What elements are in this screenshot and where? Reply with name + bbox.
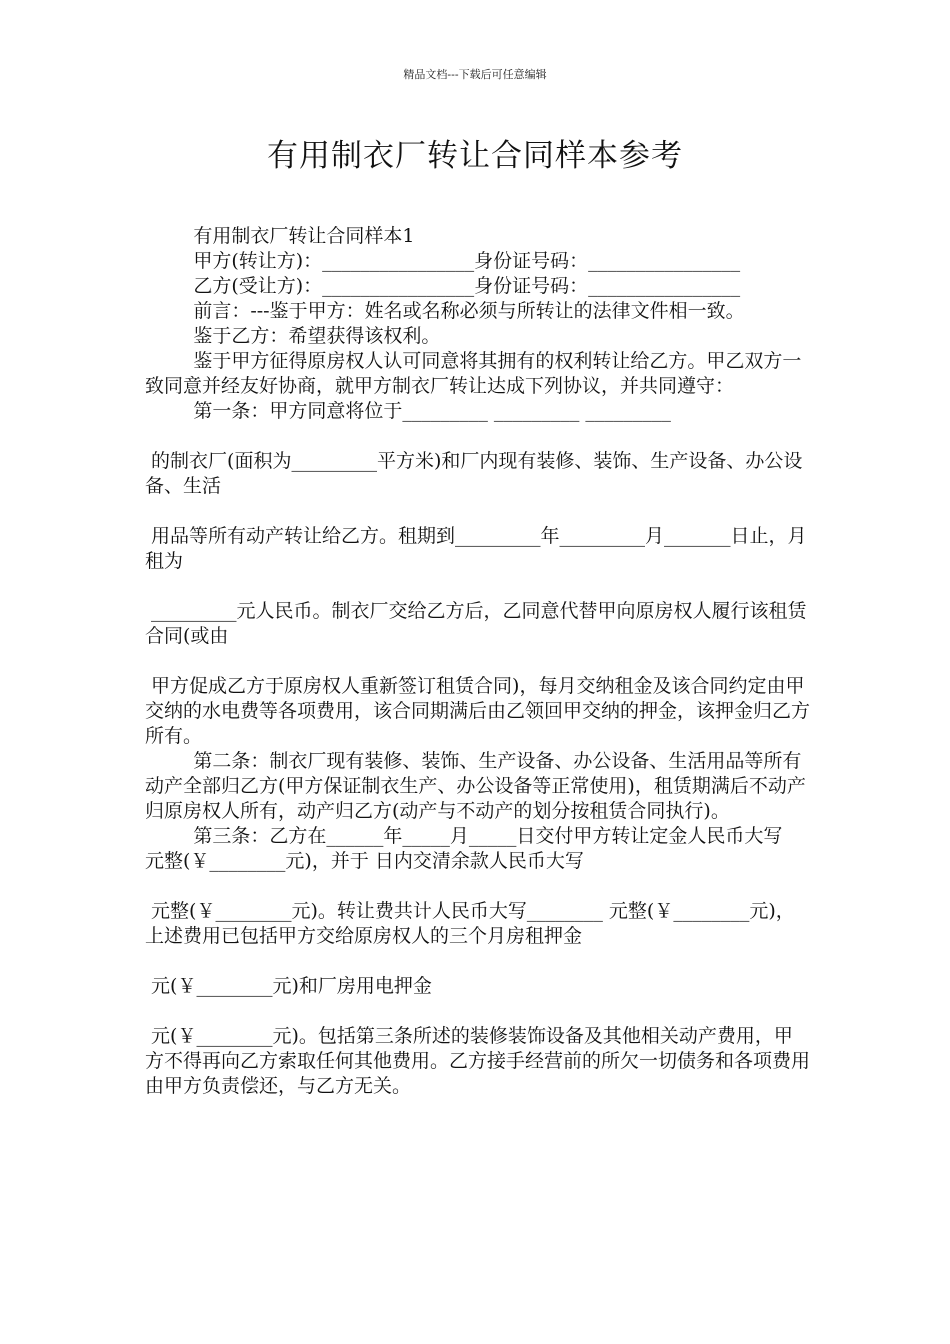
spacer <box>145 499 810 524</box>
spacer <box>145 424 810 449</box>
preamble-paragraph: 前言：---鉴于甲方：姓名或名称必须与所转让的法律文件相一致。 <box>145 300 745 322</box>
whereas-a-paragraph: 鉴于甲方征得原房权人认可同意将其拥有的权利转让给乙方。甲乙双方一致同意并经友好协商，就甲方制衣厂转让达成下列协议，并共同遵守： <box>145 350 802 397</box>
document-title: 有用制衣厂转让合同样本参考 <box>267 138 683 174</box>
article-1-continued-4: 甲方促成乙方于原房权人重新签订租赁合同)，每月交纳租金及该合同约定由甲交纳的水电费等各项费用，该合同期满后由乙领回甲交纳的押金，该押金归乙方所有。 <box>145 675 811 747</box>
spacer <box>145 574 810 599</box>
article-3-paragraph: 第三条：乙方在______年_____月_____日交付甲方转让定金人民币大写 元整(￥________元)，并于 日内交清余款人民币大写 <box>145 825 795 872</box>
document-body <box>145 224 810 1099</box>
article-1-continued-3: _________元人民币。制衣厂交给乙方后，乙同意代替甲向原房权人履行该租赁合同(或由 <box>145 600 807 647</box>
spacer <box>145 649 810 674</box>
article-3-continued-1: 元整(￥________元)。转让费共计人民币大写________ 元整(￥________元)，上述费用已包括甲方交给原房权人的三个月房租押金 <box>145 900 795 947</box>
article-3-continued-3: 元(￥________元)。包括第三条所述的装修装饰设备及其他相关动产费用，甲方不得再向乙方索取任何其他费用。乙方接手经营前的所欠一切债务和各项费用由甲方负责偿还，与乙方无关。 <box>145 1025 811 1097</box>
spacer <box>145 949 810 974</box>
article-1-continued-1: 的制衣厂(面积为_________平方米)和厂内现有装修、装饰、生产设备、办公设备、生活 <box>145 450 803 497</box>
article-1-continued-2: 用品等所有动产转让给乙方。租期到_________年_________月_______日止，月租为 <box>145 525 807 572</box>
party-b-line: 乙方(受让方)：________________身份证号码：________________ <box>145 275 741 297</box>
party-a-line: 甲方(转让方)：________________身份证号码：________________ <box>145 250 741 272</box>
page-header: 精品文档---下载后可任意编辑 <box>403 68 547 81</box>
section-heading: 有用制衣厂转让合同样本1 <box>145 225 415 247</box>
article-1-paragraph: 第一条：甲方同意将位于_________ _________ _________ <box>145 400 671 422</box>
whereas-b-paragraph: 鉴于乙方：希望获得该权利。 <box>145 325 441 347</box>
spacer <box>145 999 810 1024</box>
spacer <box>145 874 810 899</box>
article-3-continued-2: 元(￥________元)和厂房用电押金 <box>145 975 432 997</box>
article-2-paragraph: 第二条：制衣厂现有装修、装饰、生产设备、办公设备、生活用品等所有动产全部归乙方(甲方保证制衣生产、办公设备等正常使用)，租赁期满后不动产归原房权人所有，动产归乙方(动产与不动产的划分按租赁合同执行)。 <box>145 750 806 822</box>
